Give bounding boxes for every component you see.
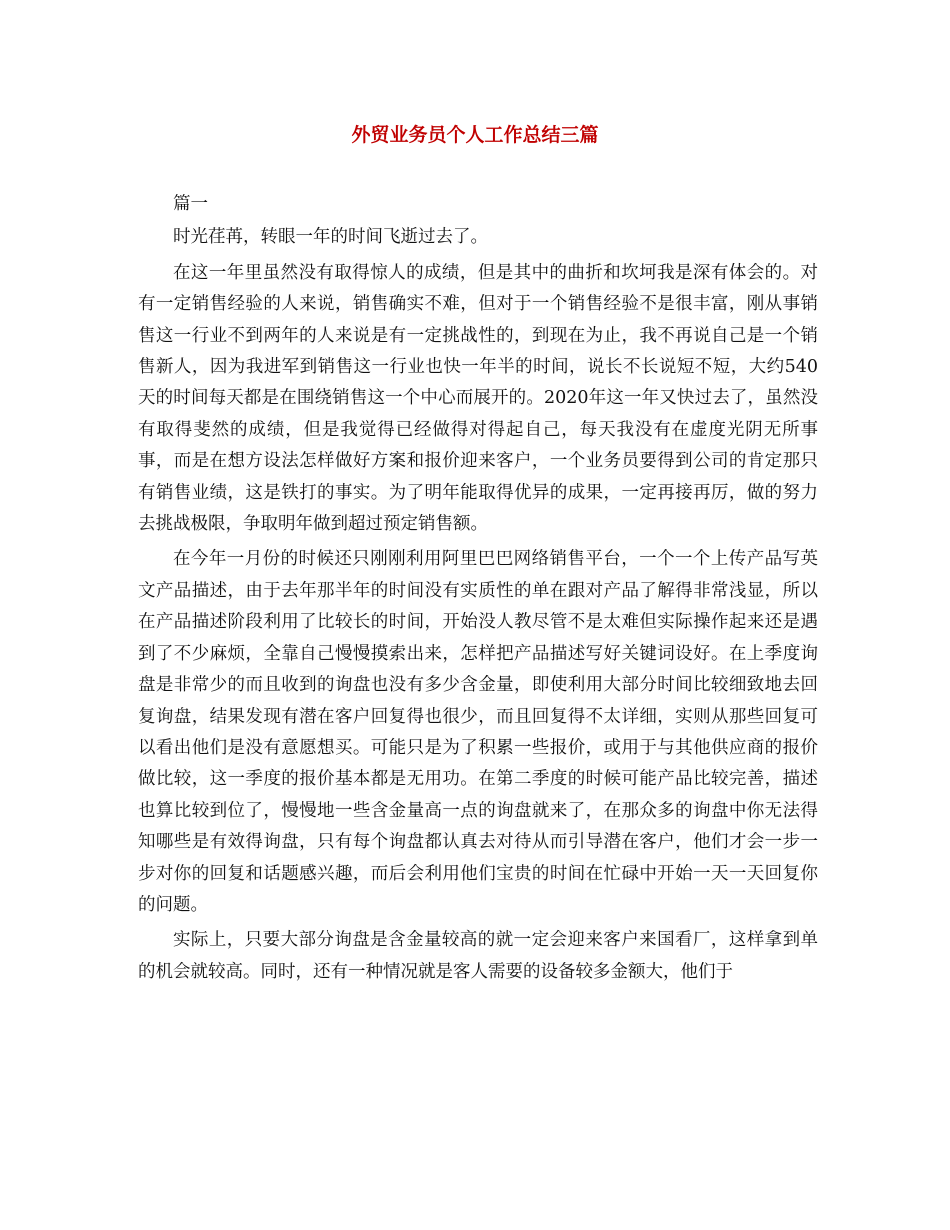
- section-label: 篇一: [173, 194, 208, 214]
- paragraph: 在今年一月份的时候还只刚刚利用阿里巴巴网络销售平台，一个一个上传产品写英文产品描述，由于去年那半年的时间没有实质性的单在跟对产品了解得非常浅显，所以在产品描述阶段利用了比较长的时间，开始没人教尽管不是太难但实际操作起来还是遇到了不少麻烦，全靠自己慢慢摸索出来，怎样把产品描述写好关键词设好。在上季度询盘是非常少的而且收到的询盘也没有多少含金量，即使利用大部分时间比较细致地去回复询盘，结果发现有潜在客户回复得也很少，而且回复得不太详细，实则从那些回复可以看出他们是没有意愿想买。可能只是为了积累一些报价，或用于与其他供应商的报价做比较，这一季度的报价基本都是无用功。在第二季度的时候可能产品比较完善，描述也算比较到位了，慢慢地一些含金量高一点的询盘就来了，在那众多的询盘中你无法得知哪些是有效得询盘，只有每个询盘都认真去对待从而引导潜在客户，他们才会一步一步对你的回复和话题感兴趣，而后会利用他们宝贵的时间在忙碌中开始一天一天回复你的问题。: [138, 549, 818, 915]
- document-title: 外贸业务员个人工作总结三篇: [351, 124, 599, 146]
- paragraph: 在这一年里虽然没有取得惊人的成绩，但是其中的曲折和坎坷我是深有体会的。对有一定销售经验的人来说，销售确实不难，但对于一个销售经验不是很丰富，刚从事销售这一行业不到两年的人来说是有一定挑战性的，到现在为止，我不再说自己是一个销售新人，因为我进军到销售这一行业也快一年半的时间，说长不长说短不短，大约540天的时间每天都是在围绕销售这一个中心而展开的。2020年这一年又快过去了，虽然没有取得斐然的成绩，但是我觉得已经做得对得起自己，每天我没有在虚度光阴无所事事，而是在想方设法怎样做好方案和报价迎来客户，一个业务员要得到公司的肯定那只有销售业绩，这是铁打的事实。为了明年能取得优异的成果，一定再接再厉，做的努力去挑战极限，争取明年做到超过预定销售额。: [138, 262, 818, 535]
- paragraph: 时光荏苒，转眼一年的时间飞逝过去了。: [173, 227, 488, 248]
- paragraph: 实际上，只要大部分询盘是含金量较高的就一定会迎来客户来国看厂，这样拿到单的机会就较高。同时，还有一种情况就是客人需要的设备较多金额大，他们于: [138, 930, 818, 982]
- document-body: [138, 189, 818, 992]
